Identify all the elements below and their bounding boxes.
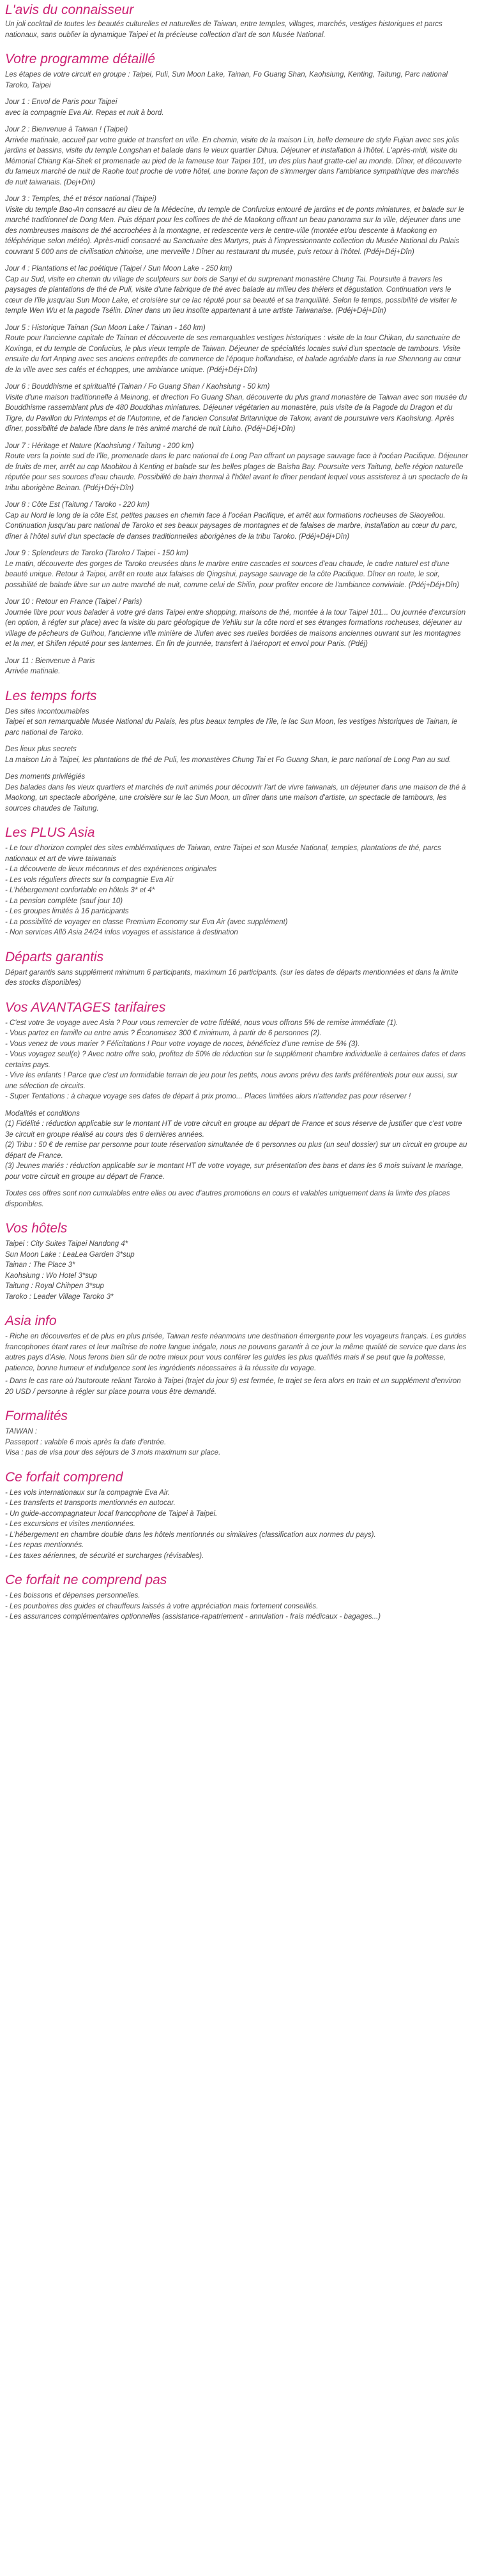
modalite-item: (2) Tribu : 50 € de remise par personne pour toute réservation simultanée de 6 personnes ou plus (un seul dossier) sur un circuit en groupe au départ de France. <box>5 1141 467 1160</box>
day-title: Jour 9 : Splendeurs de Taroko (Taroko / Taipei - 150 km) <box>5 550 189 557</box>
connoisseur-section <box>5 3 469 40</box>
highlight-text: La maison Lin à Taipei, les plantations de thé de Puli, les monastères Chung Tai et Fo Guang Shan, le parc national de Long Pan au sud. <box>5 756 451 764</box>
plus-asia-item: - Non services Allô Asia 24/24 infos voyages et assistance à destination <box>5 929 238 936</box>
programme-days <box>5 97 469 677</box>
day-text: Route vers la pointe sud de l'île, promenade dans le parc national de Long Pan offrant un paysage sauvage face à l'océan Pacifique. Déjeuner de fruits de mer, arrêt au cap Maobitou à Kenting et balade sur les belles plages de Baisha Bay. Poursuite vers Taitung, belle région naturelle réputée pour ses sources d'eau chaude. Possibilité de bain thermal à l'hôtel avant le dîner pendant lequel vous assisterez à un spectacle de la tribu aborigène Beinan. (Pdéj+Déj+Dîn) <box>5 453 468 492</box>
comprend-section <box>5 1470 469 1562</box>
day-text: Arrivée matinale, accueil par votre guide et transfert en ville. En chemin, visite de la maison Lin, belle demeure de style Fujian avec ses jolis jardins et bassins, visite du temple Longshan et balade dans le vieux quartier Dihua. Déjeuner et installation à l'hôtel. L'après-midi, visite du Mémorial Chiang Kai-Shek et promenade au pied de la fameuse tour Taipei 101, un des plus haut gratte-ciel au monde. Dîner, et découverte du fameux marché de nuit de Raohe tout proche de votre hôtel, une bonne façon de s'immerger dans l'ambiance sympathique des marchés de nuit taiwanais. (Dej+Din) <box>5 136 462 186</box>
plus-asia-item: - La pension complète (sauf jour 10) <box>5 897 123 905</box>
avantage-item: - Vous venez de vous marier ? Félicitations ! Pour votre voyage de noces, bénéficiez d'une remise de 5% (3). <box>5 1040 360 1048</box>
formalite-line: Passeport : valable 6 mois après la date d'entrée. <box>5 1438 167 1446</box>
modalite-item: (1) Fidélité : réduction applicable sur le montant HT de votre circuit en groupe au départ de France et sous réserve de justifier que c'est votre 3e circuit en groupe réalisé au cours des 6 dernières années. <box>5 1120 462 1139</box>
ne-comprend-pas-section <box>5 1573 469 1622</box>
day-title: Jour 2 : Bienvenue à Taiwan ! (Taipei) <box>5 126 128 133</box>
hotels-title: Vos hôtels <box>5 1221 68 1236</box>
day-text: Journée libre pour vous balader à votre gré dans Taipei entre shopping, maisons de thé, montée à la tour Taipei 101... Ou journée d'excursion (en option, à régler sur place) avec la visite du parc géologique de Yehliu sur la côte nord et ses étranges formations rocheuses, déjeuner au village de pêcheurs de Guihou, l'ancienne ville minière de Jiufen avec ses ruelles bordées de maisons anciennes ouvrant sur les montagnes et la mer, et Shifen réputé pour ses lanternes. En fin de journée, transfert à l'aéroport et envol pour Paris. (Pdéj) <box>5 608 466 648</box>
asia-info-section <box>5 1314 469 1397</box>
avantage-item: - Vous voyagez seul(e) ? Avec notre offre solo, profitez de 50% de réduction sur le supplément chambre individuelle à certaines dates et dans certains pays. <box>5 1051 466 1069</box>
modalites-title: Modalités et conditions <box>5 1109 80 1118</box>
day-text: Visite d'une maison traditionnelle à Meinong, et direction Fo Guang Shan, découverte du plus grand monastère de Taiwan avec son musée du Bouddhisme rassemblant plus de 480 Bouddhas miniatures. Déjeuner végétarien au monastère, puis visite de la Pagode du Dragon et du Tigre, du Pavillon du Printemps et de l'Automne, et de l'ancien Consulat Britannique de Takow, avant de poursuivre vers Kaohsiung. Après dîner, possibilité de balade libre dans le très animé marché de nuit Liuho. (Pdéj+Déj+Dîn) <box>5 393 467 433</box>
comprend-title: Ce forfait comprend <box>5 1469 123 1485</box>
highlight-block <box>5 772 469 814</box>
hotel-item: Taitung : Royal Chihpen 3*sup <box>5 1282 104 1290</box>
day-text: Cap au Sud, visite en chemin du village de sculpteurs sur bois de Sanyi et du surprenant monastère Chung Tai. Poursuite à travers les paysages de plantations de thé de Puli, visite d'une fabrique de thé avec balade au milieu des théiers et dégustation. Continuation vers le cœur de l'île jusqu'au Sun Moon Lake, et croisière sur ce lac réputé pour sa beauté et sa tranquillité. Selon le temps, possibilité de visiter le temple Wen Wu et la pagode Tsélin. Dîner dans un lieu insolite appartenant à une artiste Taiwanaise. (Pdéj+Déj+Dîn) <box>5 275 457 315</box>
comprend-item: - Les excursions et visites mentionnées. <box>5 1520 135 1528</box>
ne-comprend-pas-item: - Les pourboires des guides et chauffeurs laissés à votre appréciation mais fortement conseillés. <box>5 1602 319 1610</box>
comprend-item: - Les taxes aériennes, de sécurité et surcharges (révisables). <box>5 1552 204 1560</box>
day-title: Jour 11 : Bienvenue à Paris <box>5 657 95 665</box>
avantages-title: Vos AVANTAGES tarifaires <box>5 1000 166 1015</box>
avantages-list <box>5 1018 469 1102</box>
highlight-title: Des sites incontournables <box>5 707 89 715</box>
connoisseur-title: L'avis du connaisseur <box>5 3 134 17</box>
modalites-list <box>5 1119 469 1182</box>
day-block <box>5 124 469 188</box>
formalites-list <box>5 1427 469 1458</box>
comprend-item: - Les transferts et transports mentionnés en autocar. <box>5 1499 176 1507</box>
avantage-item: - Super Tentations : à chaque voyage ses dates de départ à prix promo... Places limitées alors n'attendez pas pour réserver ! <box>5 1093 411 1100</box>
programme-intro: Les étapes de votre circuit en groupe : Taipei, Puli, Sun Moon Lake, Tainan, Fo Guang Shan, Kaohsiung, Kenting, Taitung, Parc national Taroko, Taipei <box>5 71 448 89</box>
comprend-item: - Un guide-accompagnateur local francophone de Taipei à Taipei. <box>5 1509 218 1518</box>
formalite-line: TAIWAN : <box>5 1428 38 1435</box>
day-block <box>5 382 469 435</box>
hotel-item: Kaohsiung : Wo Hotel 3*sup <box>5 1271 97 1280</box>
highlight-block <box>5 744 469 765</box>
plus-asia-item: - Les groupes limités à 16 participants <box>5 908 129 915</box>
day-title: Jour 8 : Côte Est (Taitung / Taroko - 220 km) <box>5 501 150 509</box>
connoisseur-text: Un joli cocktail de toutes les beautés culturelles et naturelles de Taiwan, entre temples, villages, marchés, vestiges historiques et parcs nationaux, sans oublier la dynamique Taipei et la précieuse collection d'art de son Musée National. <box>5 20 442 39</box>
asia-info-title: Asia info <box>5 1314 57 1328</box>
day-text: Route pour l'ancienne capitale de Tainan et découverte de ses remarquables vestiges historiques : visite de la tour Chikan, du sanctuaire de Koxinga, et du temple de Confucius, le plus vieux temple de Taiwan. Déjeuner de spécialités locales suivi d'un spectacle de tambours. Visite ensuite du fort Anping avec ses anciens entrepôts de commerce de l'époque hollandaise, et balade agréable dans la rue Shennong au cœur de la ville avec ses cafés et échoppes, une ambiance unique. (Pdéj+Déj+Dîn) <box>5 334 461 374</box>
programme-title: Votre programme détaillé <box>5 52 155 66</box>
temps-forts-blocks <box>5 707 469 814</box>
plus-asia-item: - La découverte de lieux méconnus et des expériences originales <box>5 865 217 873</box>
day-block <box>5 194 469 257</box>
asia-info-list <box>5 1331 469 1397</box>
highlight-text: Taipei et son remarquable Musée National du Palais, les plus beaux temples de l'île, le lac Sun Moon, les vestiges historiques de Tainan, le parc national de Taroko. <box>5 718 458 737</box>
formalites-title: Formalités <box>5 1409 68 1423</box>
day-block <box>5 323 469 376</box>
hotel-item: Taroko : Leader Village Taroko 3* <box>5 1292 114 1301</box>
plus-asia-item: - La possibilité de voyager en classe Premium Economy sur Eva Air (avec supplément) <box>5 918 288 926</box>
comprend-list <box>5 1488 469 1562</box>
day-text: avec la compagnie Eva Air. Repas et nuit à bord. <box>5 109 164 117</box>
day-text: Le matin, découverte des gorges de Taroko creusées dans le marbre entre cascades et sources d'eau chaude, le cadre naturel est d'une beauté unique. Retour à Taipei, arrêt en route aux falaises de Qingshui, paysage sauvage de la côte Pacifique. Dîner en route, le soir, possibilité de balade libre sur un autre marché de nuit, comme celui de Shilin, pour profiter encore de l'ambiance conviviale. (Pdéj+Déj+Dîn) <box>5 560 460 589</box>
departs-text: Départ garantis sans supplément minimum 6 participants, maximum 16 participants. (sur les dates de départs mentionnées et dans la limite des stocks disponibles) <box>5 968 458 987</box>
ne-comprend-pas-list <box>5 1591 469 1622</box>
avantage-item: - Vous partez en famille ou entre amis ? Économisez 300 € minimum, à partir de 6 personnes (2). <box>5 1030 322 1037</box>
ne-comprend-pas-item: - Les boissons et dépenses personnelles. <box>5 1592 140 1599</box>
comprend-item: - Les repas mentionnés. <box>5 1541 84 1549</box>
highlight-block <box>5 707 469 738</box>
highlight-text: Des balades dans les vieux quartiers et marchés de nuit animés pour découvrir l'art de vivre taiwanais, un déjeuner dans une maison de thé à Maokong, un spectacle aborigène, une croisière sur le lac Sun Moon, un dîner dans une maison d'artiste, un spectacle de tambours, les sources chaudes de Taitung. <box>5 783 466 812</box>
day-block <box>5 656 469 677</box>
day-block <box>5 500 469 542</box>
day-block <box>5 264 469 317</box>
formalites-section <box>5 1409 469 1458</box>
day-title: Jour 5 : Historique Tainan (Sun Moon Lake / Tainan - 160 km) <box>5 324 206 332</box>
day-block <box>5 441 469 494</box>
day-block <box>5 97 469 118</box>
avantage-item: - Vive les enfants ! Parce que c'est un formidable terrain de jeu pour les petits, nous avons prévu des tarifs préférentiels pour eux aussi, sur une sélection de circuits. <box>5 1072 458 1090</box>
day-title: Jour 6 : Bouddhisme et spiritualité (Tainan / Fo Guang Shan / Kaohsiung - 50 km) <box>5 383 270 391</box>
highlight-title: Des lieux plus secrets <box>5 745 77 753</box>
hotels-list <box>5 1239 469 1302</box>
plus-asia-title: Les PLUS Asia <box>5 825 95 840</box>
hotel-item: Taipei : City Suites Taipei Nandong 4* <box>5 1240 128 1248</box>
temps-forts-title: Les temps forts <box>5 688 97 703</box>
avantages-section <box>5 1000 469 1210</box>
temps-forts-section <box>5 689 469 814</box>
day-text: Cap au Nord le long de la côte Est, petites pauses en chemin face à l'océan Pacifique, et arrêt aux formations rocheuses de Siaoyeliou. Continuation jusqu'au parc national de Taroko et ses beaux paysages de montagnes et de falaises de marbre, installation au cœur du parc, dîner à l'hôtel suivi d'un spectacle de danses traditionnelles aborigènes de la tribu Taroko. (Pdéj+Déj+Dîn) <box>5 511 458 541</box>
asia-info-paragraph: - Riche en découvertes et de plus en plus prisée, Taiwan reste néanmoins une destination émergente pour les voyageurs français. Les guides francophones étant rares et leur maîtrise de notre langue inégale, nous ne pouvons garantir à ce jour la même qualité de service que dans les autres pays d'Asie. Nous ferons bien sûr de notre mieux pour vous conférer les guides les plus qualifiés mais il se peut que la politesse, patience, bonne humeur et indulgence sont les ingrédients nécessaires à la réussite du voyage. <box>5 1333 467 1372</box>
avantage-item: - C'est votre 3e voyage avec Asia ? Pour vous remercier de votre fidélité, nous vous offrons 5% de remise immédiate (1). <box>5 1019 398 1027</box>
day-text: Visite du temple Bao-An consacré au dieu de la Médecine, du temple de Confucius entouré de jardins et de ponts miniatures, et balade sur le marché traditionnel de Dong Men. Puis départ pour les collines de thé de Maokong offrant un beau panorama sur la ville, déjeuner dans une des nombreuses maisons de thé accrochées à la montagne, et redescente vers le centre-ville (montée et/ou descente à Maokong en téléphérique selon météo). Après-midi consacré au Sanctuaire des Martyrs, puis à l'impressionnante collection du Musée National du Palais couvrant 5 000 ans de civilisation chinoise, une merveille ! Dîner au restaurant du musée, puis retour à l'hôtel. (Pdéj+Déj+Dîn) <box>5 206 464 256</box>
day-block <box>5 597 469 650</box>
formalite-line: Visa : pas de visa pour des séjours de 3 mois maximum sur place. <box>5 1449 221 1456</box>
day-title: Jour 10 : Retour en France (Taipei / Paris) <box>5 598 142 606</box>
comprend-item: - Les vols internationaux sur la compagnie Eva Air. <box>5 1488 170 1497</box>
hotel-item: Sun Moon Lake : LeaLea Garden 3*sup <box>5 1250 135 1259</box>
departs-section <box>5 950 469 989</box>
plus-asia-item: - L'hébergement confortable en hôtels 3* et 4* <box>5 887 155 894</box>
ne-comprend-pas-item: - Les assurances complémentaires optionnelles (assistance-rapatriement - annulation - frais médicaux - bagages...) <box>5 1613 381 1621</box>
modalite-item: (3) Jeunes mariés : réduction applicable sur le montant HT de votre voyage, sur présentation des bans et dans les 6 mois suivant le mariage, pour votre circuit en groupe au départ de France. <box>5 1162 464 1181</box>
day-title: Jour 1 : Envol de Paris pour Taipei <box>5 98 117 106</box>
day-title: Jour 3 : Temples, thé et trésor national (Taipei) <box>5 195 156 203</box>
asia-info-paragraph: - Dans le cas rare où l'autoroute reliant Taroko à Taipei (trajet du jour 9) est fermée, le trajet se fera alors en train et un supplément d'environ 20 USD / personne à régler sur place pourra vous être demandé. <box>5 1377 461 1396</box>
ne-comprend-pas-title: Ce forfait ne comprend pas <box>5 1573 167 1587</box>
comprend-item: - L'hébergement en chambre double dans les hôtels mentionnés ou similaires (classification aux normes du pays). <box>5 1531 376 1539</box>
avantages-note: Toutes ces offres sont non cumulables entre elles ou avec d'autres promotions en cours et valables uniquement dans la limite des places disponibles. <box>5 1190 450 1208</box>
highlight-title: Des moments privilégiés <box>5 773 86 781</box>
day-text: Arrivée matinale. <box>5 668 61 675</box>
day-block <box>5 548 469 590</box>
plus-asia-item: - Les vols réguliers directs sur la compagnie Eva Air <box>5 876 174 884</box>
departs-title: Départs garantis <box>5 949 104 964</box>
plus-asia-item: - Le tour d'horizon complet des sites emblématiques de Taiwan, entre Taipei et son Musée National, temples, plantations de thé, parcs nationaux et art de vivre taiwanais <box>5 844 441 863</box>
plus-asia-list <box>5 843 469 938</box>
hotel-item: Tainan : The Place 3* <box>5 1261 75 1269</box>
day-title: Jour 7 : Héritage et Nature (Kaohsiung / Taitung - 200 km) <box>5 442 194 450</box>
plus-asia-section <box>5 825 469 938</box>
programme-section <box>5 52 469 677</box>
day-title: Jour 4 : Plantations et lac poétique (Taipei / Sun Moon Lake - 250 km) <box>5 265 232 273</box>
hotels-section <box>5 1221 469 1302</box>
